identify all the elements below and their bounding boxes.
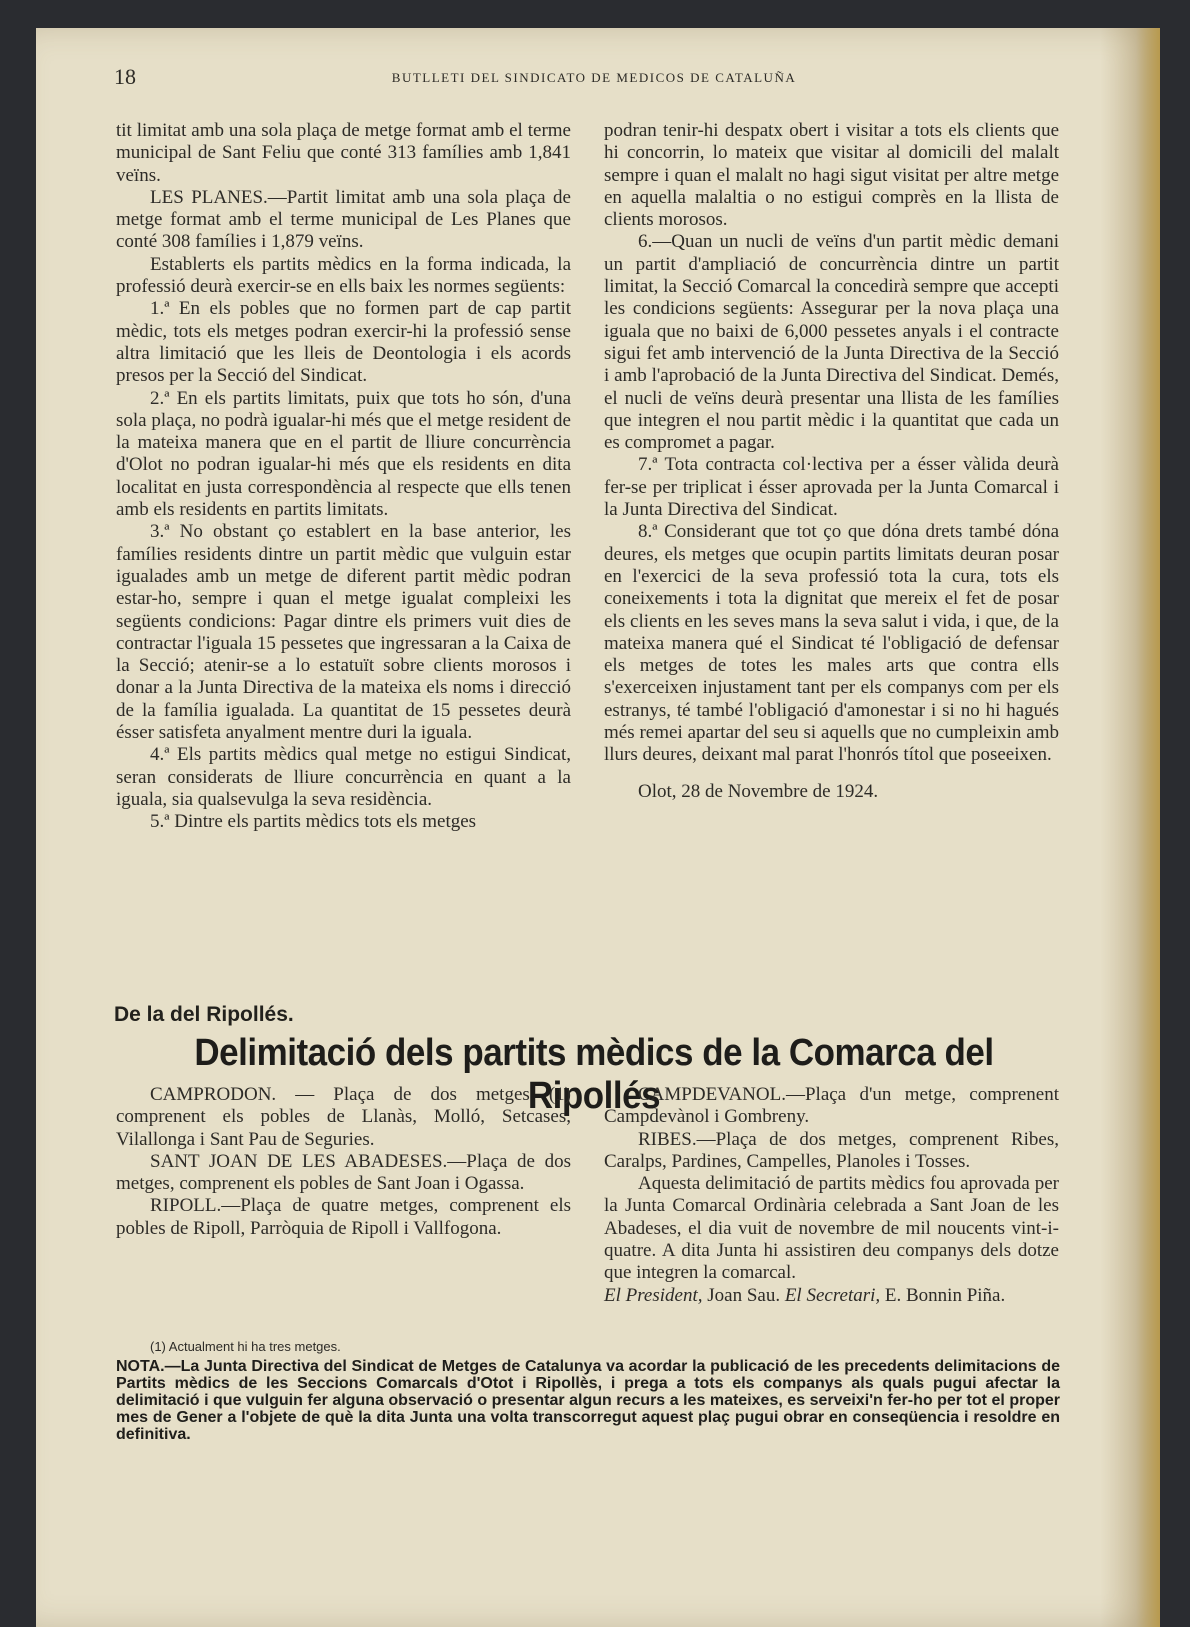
- page-number: 18: [114, 64, 136, 89]
- section-title: Delimitació dels partits mèdics de la Comarca del Ripollés: [194, 1032, 994, 1117]
- paragraph: CAMPRODON. — Plaça de dos metges (1) comprenent els pobles de Llanàs, Molló, Setcases, Vilallonga i Sant Pau de Seguries.: [116, 1084, 571, 1150]
- paragraph: podran tenir-hi despatx obert i visitar a tots els clients que hi concorrin, lo mateix que visitar al domicili del malalt sempre i quan el malalt no hagi sigut visitat per altre metge en aquella malaltia o no estigui comprès en la llista de clients morosos.: [604, 120, 1059, 231]
- column-right-top: [604, 120, 1059, 803]
- secretary-label: El Secretari,: [784, 1284, 881, 1306]
- paragraph: 8.ª Considerant que tot ço que dóna drets també dóna deures, els metges que ocupin partits limitats deuran posar en l'exercici de la seva professió tota la cura, tots els coneixements i tota la dignitat que mereix el fet de posar els clients en les seves mans la seva salut i vida, i que, de la mateixa manera qué el Sindicat té l'obligació de defensar els metges de totes les males arts que contra ells s'exerceixen injustament tant per els companys com per els estranys, té també l'obligació d'amonestar i si no hi hagués més remei apartar del seu si aquells que no cumpleixin amb llurs deures, deixant mal parat l'honrós títol que poseeixen.: [604, 521, 1059, 766]
- paragraph: RIPOLL.—Plaça de quatre metges, comprenent els pobles de Ripoll, Parròquia de Ripoll i Vallfogona.: [116, 1195, 571, 1239]
- paragraph: RIBES.—Plaça de dos metges, comprenent Ribes, Caralps, Pardines, Campelles, Planoles i Tosses.: [604, 1128, 1059, 1172]
- running-title: BUTLLETI DEL SINDICATO DE MEDICOS DE CATALUÑA: [391, 70, 797, 85]
- column-left-top: [116, 120, 571, 834]
- paragraph: Aquesta delimitació de partits mèdics fou aprovada per la Junta Comarcal Ordinària celebrada a Sant Joan de les Abadeses, el dia vuit de novembre de mil noucents vint-i-quatre. A dita Junta hi assistiren deu companys dels dotze que integren la comarcal.: [604, 1173, 1059, 1284]
- column-left-bottom: [116, 1084, 571, 1240]
- page-edge-shading: [1100, 28, 1160, 1627]
- secretary-name: E. Bonnin Piña.: [884, 1284, 1006, 1306]
- paragraph: 2.ª En els partits limitats, puix que tots ho són, d'una sola plaça, no podrà igualar-hi més que el metge resident de la mateixa manera que en el partit de lliure concurrència d'Olot no podran igualar-hi més que els residents en dita localitat en justa correspondència al respecte que ells tenen amb els residents en partits limitats.: [116, 387, 571, 521]
- paragraph: CAMPDEVANOL.—Plaça d'un metge, comprenent Campdevànol i Gombreny.: [604, 1084, 1059, 1128]
- president-label: El President,: [604, 1284, 703, 1306]
- paragraph: Establerts els partits mèdics en la forma indicada, la professió deurà exercir-se en ells baix les normes següents:: [116, 253, 571, 298]
- date-line: Olot, 28 de Novembre de 1924.: [638, 780, 879, 802]
- page-header: [114, 64, 1074, 94]
- footnote: (1) Actualment hi ha tres metges.: [150, 1339, 341, 1354]
- paragraph: 5.ª Dintre els partits mèdics tots els metges: [150, 811, 477, 833]
- paragraph: 1.ª En els pobles que no formen part de cap partit mèdic, tots els metges podran exercir-hi la professió sense altra limitació que les lleis de Deontologia i els acords presos per la Secció del Sindicat.: [116, 298, 571, 387]
- column-right-bottom: [604, 1084, 1059, 1307]
- paragraph: LES PLANES.—Partit limitat amb una sola plaça de metge format amb el terme municipal de Les Planes que conté 308 famílies i 1,879 veïns.: [116, 186, 571, 253]
- paragraph: SANT JOAN DE LES ABADESES.—Plaça de dos metges, comprenent els pobles de Sant Joan i Ogassa.: [116, 1150, 571, 1195]
- paragraph: 3.ª No obstant ço establert en la base anterior, les famílies residents dintre un partit mèdic que vulguin estar igualades amb un metge de diferent partit mèdic podran estar-ho, sempre i quan el metge igualat compleixi les següents condicions: Pagar dintre els primers vuit dies de contractar l'iguala 15 pessetes que ingressaran a la Caixa de la Secció; atenir-se a lo estatuït sobre clients morosos i donar a la Junta Directiva de la mateixa els noms i direcció de la família igualada. La quantitat de 15 pessetes deurà ésser satisfeta anyalment mentre duri la iguala.: [116, 521, 571, 744]
- signature-line: [604, 1285, 1059, 1307]
- paragraph: 7.ª Tota contracta col·lectiva per a ésser vàlida deurà fer-se per triplicat i ésser aprovada per la Junta Comarcal i la Junta Directiva del Sindicat.: [604, 454, 1059, 521]
- paragraph: 4.ª Els partits mèdics qual metge no estigui Sindicat, seran considerats de lliure concurrència en quant a la iguala, sia qualsevulga la seva residència.: [116, 744, 571, 810]
- paragraph: 6.—Quan un nucli de veïns d'un partit mèdic demani un partit d'ampliació de concurrència dintre un partit limitat, la Secció Comarcal la concedirà sempre que accepti les condicions següents: Assegurar per la nova plaça una iguala que no baixi de 6,000 pessetes anyals i el contracte sigui fet amb intervenció de la Junta Directiva de la Secció i amb l'aprobació de la Junta Directiva del Sindicat. Demés, el nucli de veïns deurà presentar una llista de les famílies que integren el nou partit mèdic i la quantitat que cada un es compromet a pagar.: [604, 231, 1059, 454]
- section-label: De la del Ripollés.: [114, 1003, 294, 1026]
- nota-paragraph: NOTA.—La Junta Directiva del Sindicat de Metges de Catalunya va acordar la publicació de les precedents delimitacions de Partits mèdics de les Seccions Comarcals d'Otot i Ripollès, i prega a tots els companys als quals pugui afectar la delimitació i que vulguin fer alguna observació o presentar algun recurs a les mateixes, es serveixi'n fer-ho per tot el proper mes de Gener a l'objete de què la dita Junta una volta transcorregut aquest plaç pugui obrar en conseqüencia i resoldre en definitiva.: [116, 1358, 1060, 1443]
- paragraph: tit limitat amb una sola plaça de metge format amb el terme municipal de Sant Feliu que conté 313 famílies amb 1,841 veïns.: [116, 120, 571, 186]
- president-name: Joan Sau.: [707, 1284, 781, 1306]
